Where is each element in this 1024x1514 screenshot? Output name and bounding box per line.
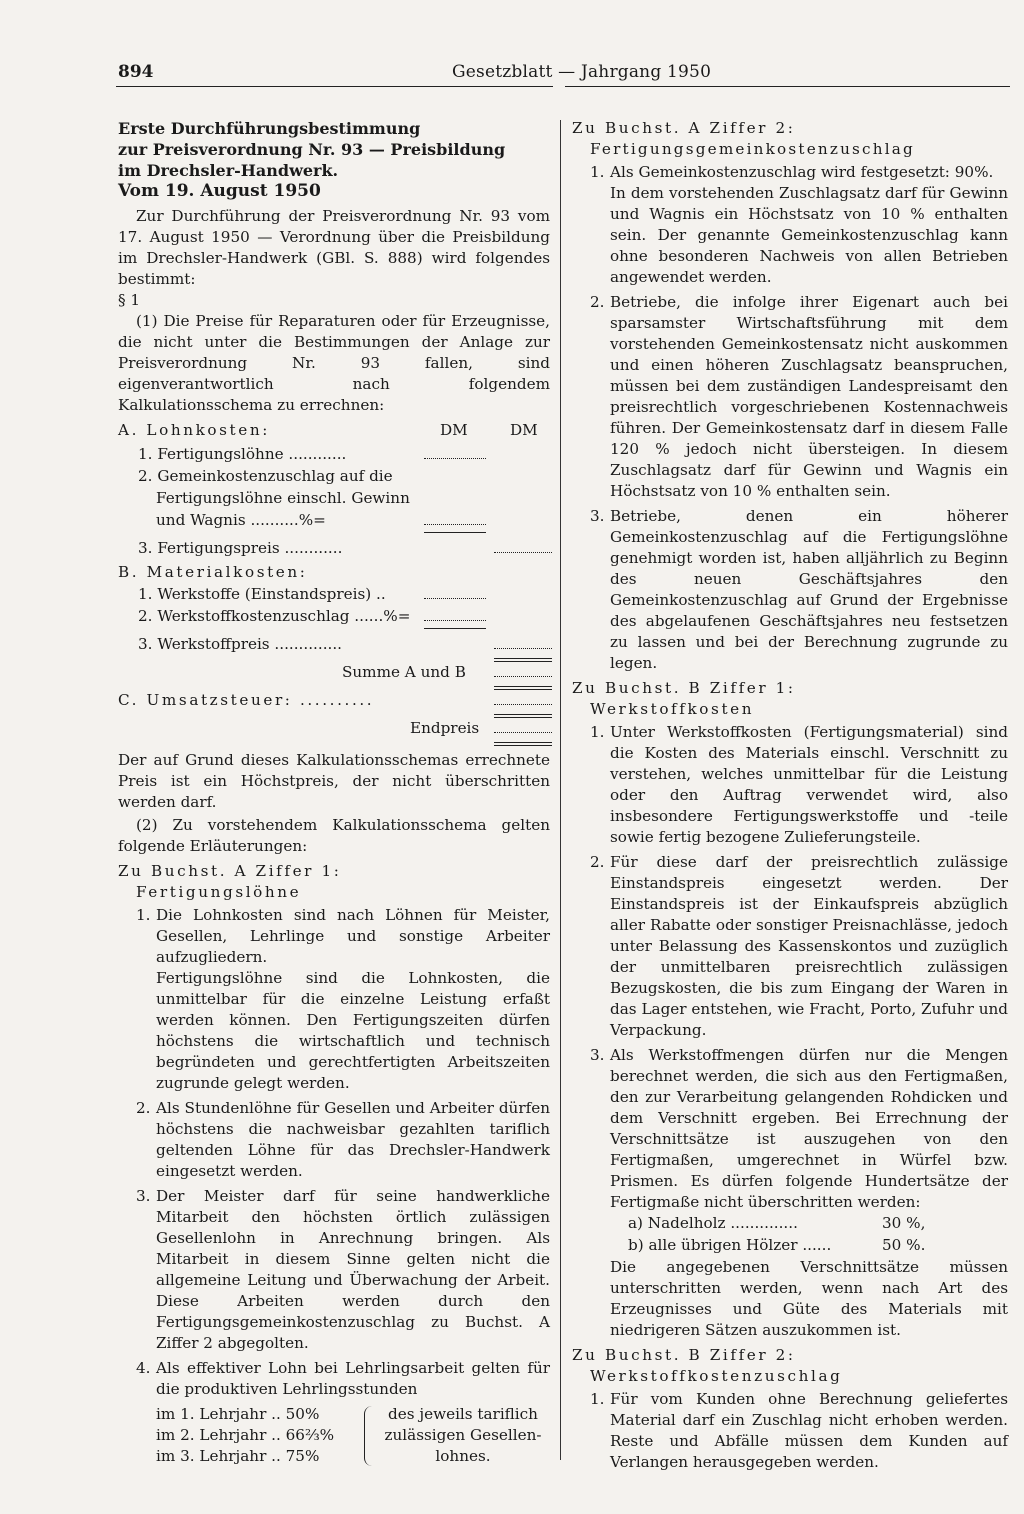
schema-endpreis: Endpreis — [410, 719, 480, 737]
schema-a2-cont: Fertigungslöhne einschl. Gewinn — [156, 489, 410, 507]
double-rule — [494, 742, 552, 746]
page-number: 894 — [118, 62, 154, 82]
section-mark: § 1 — [118, 291, 141, 309]
schema-b-title: B. Materialkosten: — [118, 563, 308, 581]
list-item: 1. Unter Werkstoffkosten (Fertigungsmaterial) sind die Kosten des Materials einschl. Verschnitt zu verstehen, welches unmittelbar für die Leistung oder den Auftrag verwendet wird, also insbesondere Fertigungswerkstoffe und -teile sowie fertig bezogene Zulieferungsteile. — [590, 723, 1008, 846]
heading-date: Vom 19. August 1950 — [118, 181, 321, 201]
amount-field — [424, 524, 486, 525]
apprentice-note: lohnes. — [435, 1447, 491, 1465]
paragraph-1: (1) Die Preise für Reparaturen oder für Erzeugnisse, die nicht unter die Bestimmungen der Anlage zur Preisverordnung Nr. 93 fallen, sind eigenverantwortlich nach folgendem Kalkulationsschema zu errechnen: — [118, 312, 550, 414]
list-item: 1. Als Gemeinkostenzuschlag wird festgesetzt: 90%. — [590, 163, 994, 181]
amount-field — [494, 676, 552, 677]
header-rule — [116, 86, 553, 87]
schema-b1: 1. Werkstoffe (Einstandspreis) .. — [138, 585, 386, 603]
heading-line: im Drechsler-Handwerk. — [118, 161, 339, 180]
wood-rates — [572, 1213, 1008, 1257]
paragraph-3: (2) Zu vorstehendem Kalkulationsschema gelten folgende Erläuterungen: — [118, 816, 550, 855]
list-item: 2. Als Stundenlöhne für Gesellen und Arbeiter dürfen höchstens die nachweisbar gezahlten tariflich geltenden Löhne für das Drechsler-Handwerk eingesetzt werden. — [136, 1099, 550, 1180]
header-rule-right — [565, 86, 1010, 87]
subsection-title: Zu Buchst. A Ziffer 2: — [572, 119, 796, 137]
list-item: 3. Der Meister darf für seine handwerkliche Mitarbeit den höchsten örtlich zulässigen Gesellenlohn in Anrechnung bringen. Als Mitarbeit in diesem Sinne gelten nicht die allgemeine Leitung und Überwachung der Arbeit. Diese Arbeiten werden durch den Fertigungsgemeinkostenzuschlag zu Buchst. A Ziffer 2 abgegolten. — [136, 1187, 550, 1352]
list-item: 3. Betriebe, denen ein höherer Gemeinkostenzuschlag auf die Fertigungslöhne genehmigt worden ist, haben alljährlich zu Beginn des neuen Geschäftsjahres den Gemeinkostenzuschlag auf Grund der Ergebnisse des abgelaufenen Geschäftsjahres neu festsetzen zu lassen und bei der Berechnung zugrunde zu legen. — [590, 507, 1008, 672]
dm-column-1: DM — [440, 421, 468, 439]
wood-rate-label: b) alle übrigen Hölzer ...... — [628, 1236, 832, 1254]
document-heading — [118, 118, 550, 202]
schema-a3: 3. Fertigungspreis ............ — [138, 539, 343, 557]
apprentice-note: des jeweils tariflich — [388, 1405, 538, 1423]
amount-field — [494, 552, 552, 553]
amount-field — [494, 648, 552, 649]
list-item: 1. Die Lohnkosten sind nach Löhnen für Meister, Gesellen, Lehrlinge und sonstige Arbeiter aufzugliedern. — [136, 906, 550, 966]
schema-a2-cont: und Wagnis ..........%= — [156, 511, 326, 529]
heading-line: Erste Durchführungsbestimmung — [118, 119, 421, 138]
subsection-subtitle: Fertigungslöhne — [136, 883, 302, 901]
list-item: 2. Betriebe, die infolge ihrer Eigenart auch bei sparsamster Wirtschaftsführung mit dem vorstehenden Gemeinkostensatz nicht auskommen und einen höheren Zuschlagsatz beanspruchen, müssen bei dem zuständigen Landespreisamt den preisrechtlich vorgeschriebenen Kostennachweis führen. Der Gemeinkostensatz darf in diesem Falle 120 % jedoch nicht übersteigen. In diesem Zuschlagsatz darf für Gewinn und Wagnis ein Höchstsatz von 10 % enthalten sein. — [590, 293, 1008, 500]
apprentice-rate: im 3. Lehrjahr .. 75% — [156, 1447, 320, 1465]
sum-rule — [424, 628, 486, 629]
rates-note: Die angegebenen Verschnittsätze müssen unterschritten werden, wenn nach Art des Erzeugnisses und Güte des Materials mit niedrigeren Sätzen auszukommen ist. — [610, 1258, 1008, 1339]
schema-b2: 2. Werkstoffkostenzuschlag ......%= — [138, 607, 411, 625]
subsection-title: Zu Buchst. B Ziffer 1: — [572, 679, 796, 697]
column-divider — [560, 120, 561, 1460]
schema-a2: 2. Gemeinkostenzuschlag auf die — [138, 467, 393, 485]
paragraph-2: Der auf Grund dieses Kalkulationsschemas errechnete Preis ist ein Höchstpreis, der nicht überschritten werden darf. — [118, 751, 550, 811]
running-title: Gesetzblatt — Jahrgang 1950 — [452, 62, 712, 82]
list-item: 2. Für diese darf der preisrechtlich zulässige Einstandspreis eingesetzt werden. Der Einstandspreis ist der Einkaufspreis abzüglich aller Rabatte oder sonstiger Preisnachlässe, jedoch unter Belassung des Kassenskontos und zuzüglich der unmittelbaren preisrechtlich zulässigen Bezugskosten, die bis zum Eingang der Waren in das Lager entstehen, wie Fracht, Porto, Zufuhr und Verpackung. — [590, 853, 1008, 1039]
schema-c-title: C. Umsatzsteuer: .......... — [118, 691, 375, 709]
amount-field — [424, 620, 486, 621]
apprentice-rate: im 2. Lehrjahr .. 66⅔% — [156, 1426, 335, 1444]
amount-field — [424, 458, 486, 459]
apprentice-rates — [118, 1404, 550, 1470]
list-item: 3. Als Werkstoffmengen dürfen nur die Mengen berechnet werden, die sich aus den Fertigmaßen, den zur Verarbeitung gelangenden Rohdicken und dem Verschnitt ergeben. Bei Errechnung der Verschnittsätze ist auszugehen von den Fertigmaßen, umgerechnet in Würfel bzw. Prismen. Es dürfen folgende Hundertsätze der Fertigmaße nicht überschritten werden: — [590, 1046, 1008, 1211]
list-item: 1. Für vom Kunden ohne Berechnung geliefertes Material darf ein Zuschlag nicht erhoben werden. Reste und Abfälle müssen dem Kunden auf Verlangen herausgegeben werden. — [590, 1390, 1008, 1471]
schema-a1: 1. Fertigungslöhne ............ — [138, 445, 347, 463]
wood-rate-value: 50 %. — [882, 1236, 926, 1254]
page-header — [118, 62, 906, 84]
right-column — [572, 118, 1008, 1473]
schema-sum: Summe A und B — [342, 663, 466, 681]
schema-b3: 3. Werkstoffpreis .............. — [138, 635, 343, 653]
apprentice-note: zulässigen Gesellen- — [384, 1426, 542, 1444]
amount-field — [494, 704, 552, 705]
heading-line: zur Preisverordnung Nr. 93 — Preisbildung — [118, 140, 506, 159]
schema-a-title: A. Lohnkosten: — [118, 421, 270, 439]
subsection-title: Zu Buchst. B Ziffer 2: — [572, 1346, 796, 1364]
left-column — [118, 118, 550, 1470]
subsection-subtitle: Fertigungsgemeinkostenzuschlag — [590, 140, 915, 158]
list-item-note: In dem vorstehenden Zuschlagsatz darf für Gewinn und Wagnis ein Höchstsatz von 10 % enthalten sein. Der genannte Gemeinkostenzuschlag kann ohne besonderen Nachweis von allen Betrieben angewendet werden. — [610, 184, 1008, 286]
list-item: 4. Als effektiver Lohn bei Lehrlingsarbeit gelten für die produktiven Lehrlingsstunden — [136, 1359, 550, 1398]
amount-field — [424, 598, 486, 599]
list-item-note: Fertigungslöhne sind die Lohnkosten, die unmittelbar für die einzelne Leistung erfaßt werden können. Den Fertigungszeiten dürfen höchstens die wirtschaftlich und technisch begründeten und gerechtfertigten Arbeitszeiten zugrunde gelegt werden. — [156, 969, 550, 1092]
sum-rule — [424, 532, 486, 533]
subsection-subtitle: Werkstoffkosten — [590, 700, 755, 718]
subsection-subtitle: Werkstoffkostenzuschlag — [590, 1367, 843, 1385]
calculation-schema — [118, 420, 550, 750]
brace — [364, 1406, 373, 1466]
apprentice-rate: im 1. Lehrjahr .. 50% — [156, 1405, 320, 1423]
dm-column-2: DM — [510, 421, 538, 439]
intro-paragraph: Zur Durchführung der Preisverordnung Nr. 93 vom 17. August 1950 — Verordnung über die Preisbildung im Drechsler-Handwerk (GBl. S. 888) wird folgendes bestimmt: — [118, 207, 550, 288]
amount-field — [494, 732, 552, 733]
subsection-title: Zu Buchst. A Ziffer 1: — [118, 862, 342, 880]
wood-rate-label: a) Nadelholz .............. — [628, 1214, 798, 1232]
wood-rate-value: 30 %, — [882, 1214, 926, 1232]
